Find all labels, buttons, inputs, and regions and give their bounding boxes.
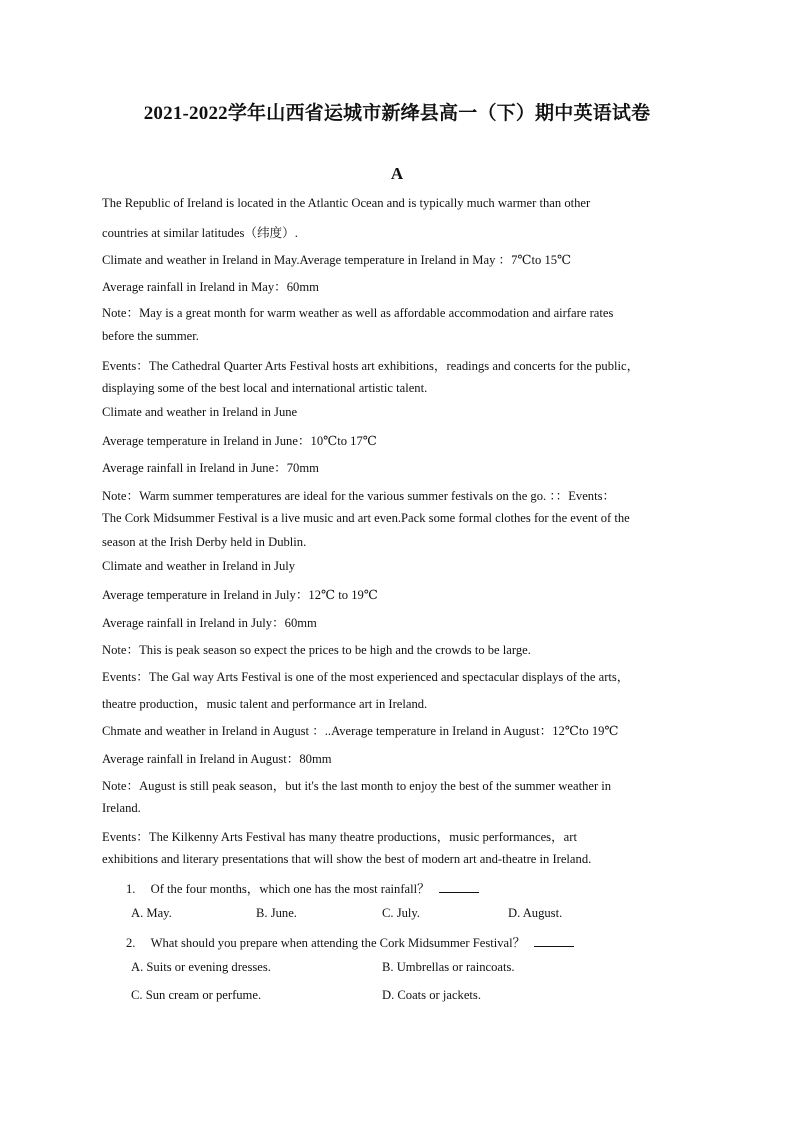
passage-line: Events：The Cathedral Quarter Arts Festival hosts art exhibitions，readings and concerts for the public， (102, 359, 640, 373)
option-1d[interactable]: D. August. (508, 906, 563, 920)
passage-line: theatre production，music talent and performance art in Ireland. (102, 697, 428, 711)
passage-line: Note：August is still peak season，but it's the last month to enjoy the best of the summer weather in (102, 779, 612, 793)
option-2c[interactable]: C. Sun cream or perfume. (131, 988, 262, 1002)
passage-line: exhibitions and literary presentations that will show the best of modern art and-theatre in Ireland. (102, 852, 592, 866)
question-1 (126, 878, 479, 897)
passage-line: Note：May is a great month for warm weather as well as affordable accommodation and airfare rates (102, 306, 614, 320)
option-2d[interactable]: D. Coats or jackets. (382, 988, 481, 1002)
passage-line: Average rainfall in Ireland in June：70mm (102, 461, 319, 475)
question-text: Of the four months，which one has the most rainfall？ (150, 882, 430, 896)
question-number: 1. (126, 882, 136, 896)
question-number: 2. (126, 936, 136, 950)
passage-line: Average temperature in Ireland in June：10℃to 17℃ (102, 434, 377, 448)
answer-blank[interactable] (534, 936, 574, 947)
passage-line: Events：The Kilkenny Arts Festival has many theatre productions，music performances，art (102, 830, 577, 844)
passage-line: Note：This is peak season so expect the prices to be high and the crowds to be large. (102, 643, 531, 657)
passage-line: Average rainfall in Ireland in August：80mm (102, 752, 332, 766)
passage-line: The Republic of Ireland is located in the Atlantic Ocean and is typically much warmer than other (102, 196, 591, 210)
passage-line: countries at similar latitudes（纬度）. (102, 226, 298, 240)
passage-line: Average temperature in Ireland in July：12℃ to 19℃ (102, 588, 378, 602)
passage-line: displaying some of the best local and international artistic talent. (102, 381, 428, 395)
page-title: 2021-2022学年山西省运城市新绛县高一（下）期中英语试卷 (143, 103, 651, 124)
question-text: What should you prepare when attending the Cork Midsummer Festival？ (150, 936, 526, 950)
answer-blank[interactable] (439, 882, 479, 893)
passage-line: Average rainfall in Ireland in May：60mm (102, 280, 319, 294)
passage-line: season at the Irish Derby held in Dublin. (102, 535, 307, 549)
section-heading: A (390, 164, 404, 183)
option-2b[interactable]: B. Umbrellas or raincoats. (382, 960, 515, 974)
option-1b[interactable]: B. June. (256, 906, 297, 920)
passage-line: Climate and weather in Ireland in May.Average temperature in Ireland in May ：7℃to 15℃ (102, 253, 572, 267)
option-2a[interactable]: A. Suits or evening dresses. (131, 960, 271, 974)
option-1a[interactable]: A. May. (131, 906, 172, 920)
passage-line: Events：The Gal way Arts Festival is one of the most experienced and spectacular displays of the arts， (102, 670, 630, 684)
question-2 (126, 932, 574, 951)
passage-line: Chmate and weather in Ireland in August ：..Average temperature in Ireland in August：12℃to 19℃ (102, 724, 619, 738)
passage-line: Ireland. (102, 801, 141, 815)
passage-line: before the summer. (102, 329, 199, 343)
passage-line: Climate and weather in Ireland in July (102, 559, 296, 573)
passage-line: Note：Warm summer temperatures are ideal for the various summer festivals on the go. ：：Events： (102, 489, 616, 503)
option-1c[interactable]: C. July. (382, 906, 421, 920)
passage-line: Climate and weather in Ireland in June (102, 405, 298, 419)
passage-line: Average rainfall in Ireland in July：60mm (102, 616, 317, 630)
passage-line: The Cork Midsummer Festival is a live music and art even.Pack some formal clothes for the event of the (102, 511, 630, 525)
